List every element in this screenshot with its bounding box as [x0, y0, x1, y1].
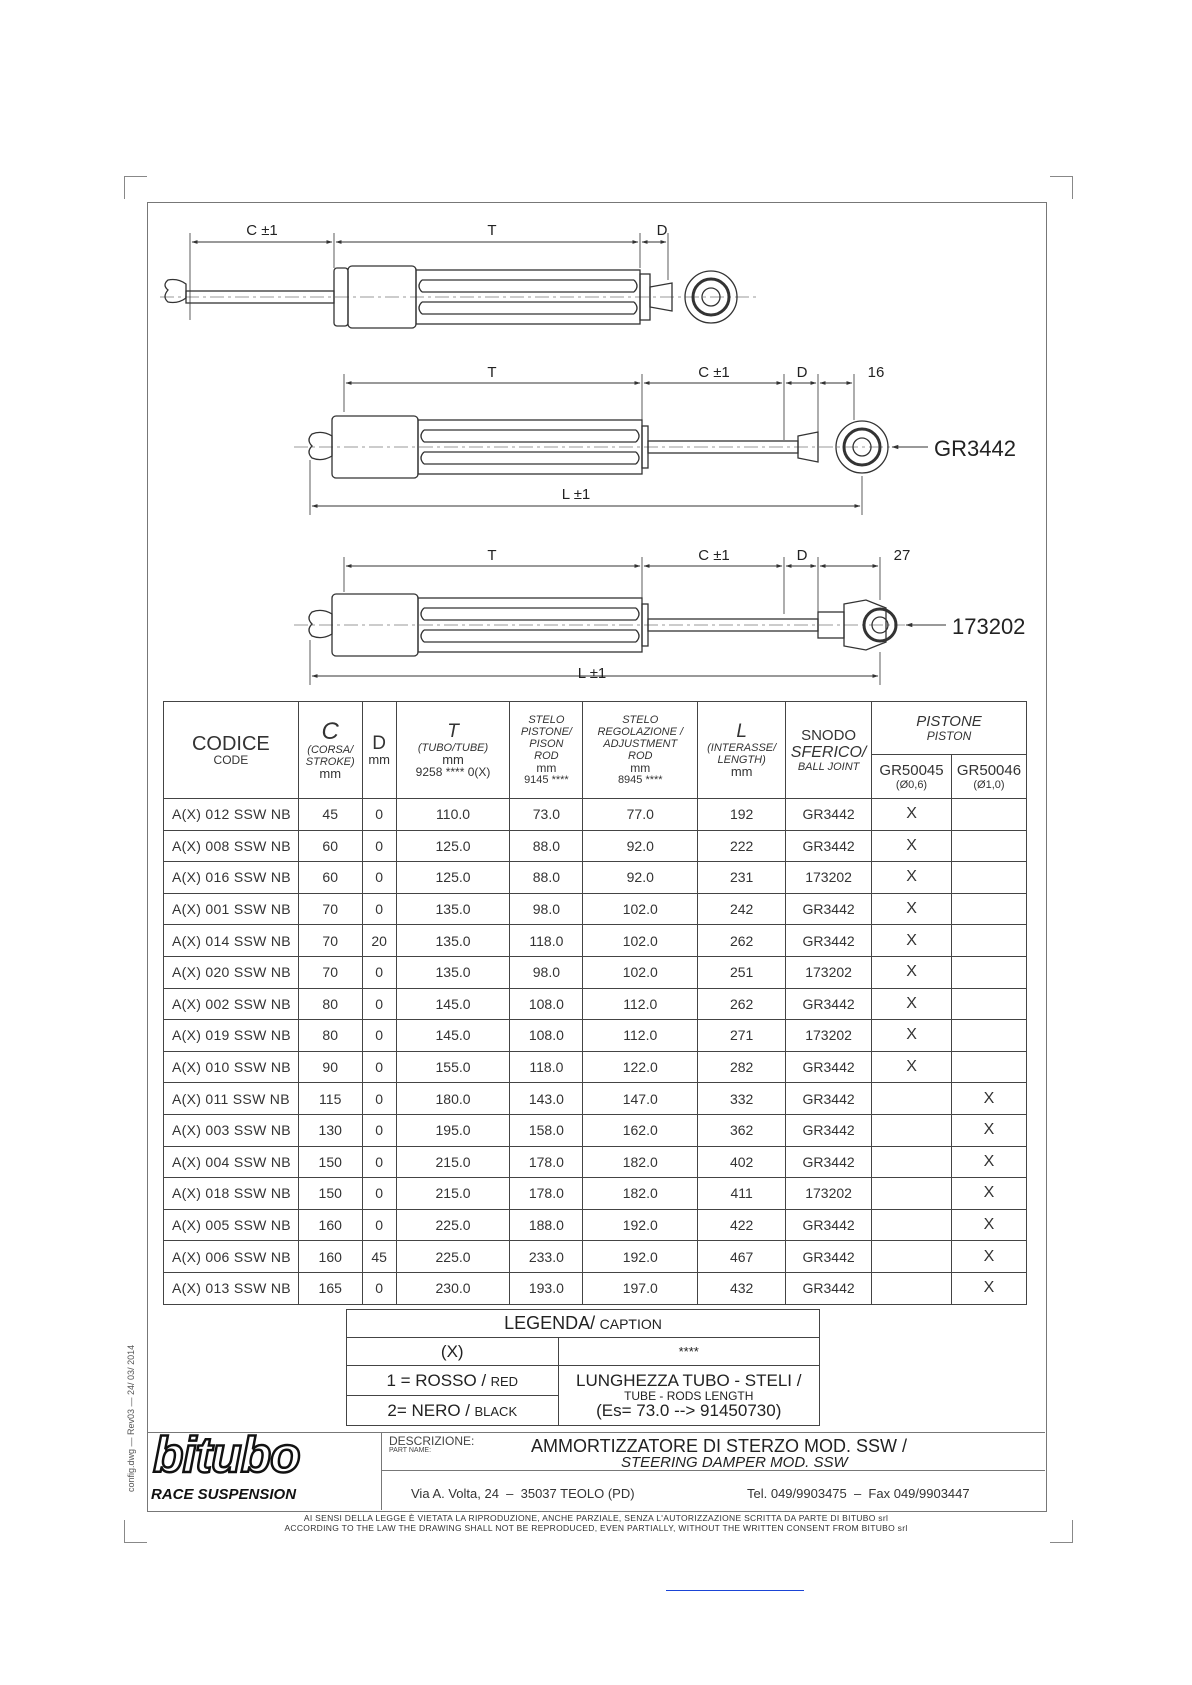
cell-code: A(X) 010 SSW NB: [164, 1051, 299, 1083]
cell-joint: GR3442: [786, 1146, 872, 1178]
cell-stelo: 88.0: [510, 862, 583, 894]
cell-p1: X: [872, 799, 952, 831]
cell-p2: X: [951, 1083, 1026, 1115]
cell-d: 20: [362, 925, 396, 957]
cell-l: 192: [698, 799, 786, 831]
cell-l: 467: [698, 1241, 786, 1273]
cell-reg: 77.0: [583, 799, 698, 831]
cell-p1: X: [872, 1020, 952, 1052]
title-block: [147, 1427, 1045, 1510]
cell-stelo: 158.0: [510, 1114, 583, 1146]
cell-c: 80: [298, 988, 362, 1020]
cell-joint: GR3442: [786, 925, 872, 957]
cell-t: 145.0: [396, 1020, 510, 1052]
cell-t: 180.0: [396, 1083, 510, 1115]
cell-joint: GR3442: [786, 1241, 872, 1273]
table-row: [164, 1178, 1027, 1210]
spec-table: [163, 701, 1027, 1305]
cell-c: 165: [298, 1272, 362, 1304]
cell-reg: 102.0: [583, 956, 698, 988]
cell-l: 231: [698, 862, 786, 894]
cell-c: 70: [298, 925, 362, 957]
cell-joint: 173202: [786, 862, 872, 894]
cell-stelo: 118.0: [510, 1051, 583, 1083]
cell-p2: X: [951, 1209, 1026, 1241]
middle-dim-c: C ±1: [698, 364, 730, 381]
damper-drawings: [0, 0, 1192, 700]
cell-d: 0: [362, 1083, 396, 1115]
legal-notice-english: ACCORDING TO THE LAW THE DRAWING SHALL NOT BE REPRODUCED, EVEN PARTIALLY, WITHOUT THE WRITTEN CONSENT FROM BITUBO srl: [284, 1523, 908, 1533]
cell-code: A(X) 020 SSW NB: [164, 956, 299, 988]
cell-joint: 173202: [786, 956, 872, 988]
table-row: [164, 988, 1027, 1020]
table-row: [164, 1020, 1027, 1052]
cell-reg: 192.0: [583, 1209, 698, 1241]
cell-reg: 182.0: [583, 1146, 698, 1178]
cell-l: 402: [698, 1146, 786, 1178]
cell-code: A(X) 011 SSW NB: [164, 1083, 299, 1115]
company-address: Via A. Volta, 24 – 35037 TEOLO (PD): [411, 1486, 635, 1501]
legend-stars-header: ****: [558, 1338, 820, 1366]
cell-code: A(X) 018 SSW NB: [164, 1178, 299, 1210]
cell-joint: GR3442: [786, 893, 872, 925]
cell-code: A(X) 016 SSW NB: [164, 862, 299, 894]
cell-p2: X: [951, 1114, 1026, 1146]
cell-p1: [872, 1146, 952, 1178]
table-row: [164, 1051, 1027, 1083]
cell-d: 0: [362, 1051, 396, 1083]
cell-t: 125.0: [396, 830, 510, 862]
cell-stelo: 98.0: [510, 893, 583, 925]
cell-c: 45: [298, 799, 362, 831]
legend-x-header: (X): [347, 1338, 559, 1366]
table-row: [164, 799, 1027, 831]
cell-stelo: 188.0: [510, 1209, 583, 1241]
cell-c: 150: [298, 1146, 362, 1178]
cell-p1: [872, 1209, 952, 1241]
cell-joint: GR3442: [786, 1209, 872, 1241]
cell-joint: GR3442: [786, 799, 872, 831]
cell-p2: X: [951, 1241, 1026, 1273]
bottom-part-number: 173202: [952, 614, 1026, 639]
damper-drawing-top: [160, 233, 760, 328]
cell-l: 271: [698, 1020, 786, 1052]
header-gr50045: GR50045 (Ø0,6): [872, 754, 952, 798]
cell-reg: 197.0: [583, 1272, 698, 1304]
middle-part-number: GR3442: [934, 436, 1016, 461]
cell-c: 130: [298, 1114, 362, 1146]
cell-c: 70: [298, 956, 362, 988]
cell-c: 160: [298, 1241, 362, 1273]
cell-code: A(X) 006 SSW NB: [164, 1241, 299, 1273]
cell-c: 60: [298, 830, 362, 862]
cell-p1: [872, 1241, 952, 1273]
cell-t: 155.0: [396, 1051, 510, 1083]
cell-code: A(X) 014 SSW NB: [164, 925, 299, 957]
cell-p1: X: [872, 988, 952, 1020]
cell-c: 70: [298, 893, 362, 925]
cell-l: 262: [698, 925, 786, 957]
cell-l: 362: [698, 1114, 786, 1146]
cell-reg: 102.0: [583, 925, 698, 957]
cell-c: 80: [298, 1020, 362, 1052]
header-length: L (INTERASSE/ LENGTH) mm: [698, 702, 786, 799]
middle-dim-t: T: [487, 364, 497, 381]
bottom-dim-d: D: [796, 547, 808, 564]
cell-t: 125.0: [396, 862, 510, 894]
cell-stelo: 108.0: [510, 988, 583, 1020]
header-code: CODICE CODE: [164, 702, 299, 799]
legend-black: 2= NERO / BLACK: [347, 1396, 559, 1426]
cell-l: 411: [698, 1178, 786, 1210]
bottom-dim-t: T: [487, 547, 497, 564]
cell-d: 0: [362, 956, 396, 988]
cell-p2: [951, 925, 1026, 957]
cell-code: A(X) 005 SSW NB: [164, 1209, 299, 1241]
cell-c: 160: [298, 1209, 362, 1241]
header-stroke: C (CORSA/ STROKE) mm: [298, 702, 362, 799]
middle-dim-d: D: [796, 364, 808, 381]
cell-code: A(X) 013 SSW NB: [164, 1272, 299, 1304]
cell-p1: X: [872, 925, 952, 957]
cell-l: 262: [698, 988, 786, 1020]
cell-code: A(X) 012 SSW NB: [164, 799, 299, 831]
top-dim-d: D: [656, 222, 668, 239]
header-piston-rod: STELO PISTONE/ PISON ROD mm 9145 ****: [510, 702, 583, 799]
cell-reg: 102.0: [583, 893, 698, 925]
cell-stelo: 178.0: [510, 1178, 583, 1210]
table-row: [164, 862, 1027, 894]
description-label: DESCRIZIONE:: [389, 1434, 475, 1448]
cell-t: 135.0: [396, 893, 510, 925]
cell-p2: [951, 862, 1026, 894]
cell-joint: GR3442: [786, 988, 872, 1020]
cell-joint: 173202: [786, 1178, 872, 1210]
cell-t: 195.0: [396, 1114, 510, 1146]
cell-d: 0: [362, 1178, 396, 1210]
cell-p2: [951, 799, 1026, 831]
table-row: [164, 1083, 1027, 1115]
cell-stelo: 98.0: [510, 956, 583, 988]
cell-reg: 92.0: [583, 862, 698, 894]
header-d: D mm: [362, 702, 396, 799]
cell-reg: 112.0: [583, 1020, 698, 1052]
cell-p1: X: [872, 830, 952, 862]
table-row: [164, 1209, 1027, 1241]
cell-d: 0: [362, 1114, 396, 1146]
cell-d: 0: [362, 1020, 396, 1052]
cell-l: 332: [698, 1083, 786, 1115]
cell-c: 90: [298, 1051, 362, 1083]
top-dim-t: T: [487, 222, 497, 239]
table-row: [164, 1272, 1027, 1304]
cell-l: 251: [698, 956, 786, 988]
cell-reg: 182.0: [583, 1178, 698, 1210]
cell-stelo: 143.0: [510, 1083, 583, 1115]
cell-reg: 112.0: [583, 988, 698, 1020]
cell-p1: [872, 1272, 952, 1304]
brand-logo: bitubo: [153, 1427, 300, 1483]
cell-stelo: 73.0: [510, 799, 583, 831]
table-row: [164, 1241, 1027, 1273]
header-gr50046: GR50046 (Ø1,0): [951, 754, 1026, 798]
cell-d: 0: [362, 1209, 396, 1241]
legend-table: [346, 1309, 820, 1426]
header-ball-joint: SNODO SFERICO/ BALL JOINT: [786, 702, 872, 799]
legal-notice-italian: AI SENSI DELLA LEGGE È VIETATA LA RIPRODUZIONE, ANCHE PARZIALE, SENZA L'AUTORIZZAZIONE SCRITTA DA PARTE DI BITUBO srl: [303, 1513, 889, 1523]
cell-d: 0: [362, 1146, 396, 1178]
cell-joint: GR3442: [786, 830, 872, 862]
legend-length: LUNGHEZZA TUBO - STELI / TUBE - RODS LENGTH (Es= 73.0 --> 91450730): [558, 1366, 820, 1426]
cell-joint: GR3442: [786, 1083, 872, 1115]
cell-t: 145.0: [396, 988, 510, 1020]
cell-p2: [951, 988, 1026, 1020]
cell-t: 230.0: [396, 1272, 510, 1304]
legend-title: LEGENDA/ CAPTION: [347, 1310, 820, 1338]
cell-c: 150: [298, 1178, 362, 1210]
header-adjustment-rod: STELO REGOLAZIONE / ADJUSTMENT ROD mm 8945 ****: [583, 702, 698, 799]
cell-stelo: 118.0: [510, 925, 583, 957]
table-row: [164, 893, 1027, 925]
cell-d: 0: [362, 799, 396, 831]
bottom-dim-l: L ±1: [577, 665, 607, 682]
legend-red: 1 = ROSSO / RED: [347, 1366, 559, 1396]
cell-p2: X: [951, 1272, 1026, 1304]
cell-l: 422: [698, 1209, 786, 1241]
table-row: [164, 1114, 1027, 1146]
cell-l: 242: [698, 893, 786, 925]
cell-stelo: 233.0: [510, 1241, 583, 1273]
cell-d: 0: [362, 830, 396, 862]
cell-stelo: 193.0: [510, 1272, 583, 1304]
description-italian: AMMORTIZZATORE DI STERZO MOD. SSW /: [531, 1436, 908, 1456]
cell-t: 135.0: [396, 956, 510, 988]
cell-code: A(X) 002 SSW NB: [164, 988, 299, 1020]
cell-l: 432: [698, 1272, 786, 1304]
description-english: STEERING DAMPER MOD. SSW: [621, 1454, 848, 1471]
cell-d: 0: [362, 1272, 396, 1304]
cell-code: A(X) 004 SSW NB: [164, 1146, 299, 1178]
cell-p1: X: [872, 862, 952, 894]
cell-p2: [951, 893, 1026, 925]
cell-reg: 147.0: [583, 1083, 698, 1115]
cell-p1: [872, 1178, 952, 1210]
link-underline[interactable]: [666, 1590, 804, 1591]
cell-joint: GR3442: [786, 1272, 872, 1304]
table-row: [164, 1146, 1027, 1178]
cell-t: 110.0: [396, 799, 510, 831]
middle-dim-extra: 16: [867, 364, 885, 381]
cell-p1: [872, 1083, 952, 1115]
cell-p2: [951, 830, 1026, 862]
cell-reg: 192.0: [583, 1241, 698, 1273]
cell-reg: 122.0: [583, 1051, 698, 1083]
cell-l: 222: [698, 830, 786, 862]
cell-t: 215.0: [396, 1178, 510, 1210]
brand-tagline: RACE SUSPENSION: [151, 1486, 297, 1503]
cell-p2: [951, 1051, 1026, 1083]
cell-p1: X: [872, 893, 952, 925]
cell-p2: [951, 956, 1026, 988]
cell-l: 282: [698, 1051, 786, 1083]
cell-t: 215.0: [396, 1146, 510, 1178]
cell-p1: [872, 1114, 952, 1146]
cell-p1: X: [872, 1051, 952, 1083]
cell-d: 0: [362, 862, 396, 894]
revision-side-note: config.dwg — Rev03 — 24/ 03/ 2014: [126, 1344, 136, 1492]
cell-reg: 162.0: [583, 1114, 698, 1146]
cell-joint: GR3442: [786, 1114, 872, 1146]
company-phone: Tel. 049/9903475 – Fax 049/9903447: [747, 1486, 970, 1501]
cell-p2: X: [951, 1146, 1026, 1178]
cell-stelo: 178.0: [510, 1146, 583, 1178]
cell-d: 45: [362, 1241, 396, 1273]
cell-code: A(X) 001 SSW NB: [164, 893, 299, 925]
damper-drawing-bottom: [294, 557, 946, 685]
cell-d: 0: [362, 988, 396, 1020]
bottom-dim-c: C ±1: [698, 547, 730, 564]
cell-stelo: 108.0: [510, 1020, 583, 1052]
cell-p2: X: [951, 1178, 1026, 1210]
cell-code: A(X) 019 SSW NB: [164, 1020, 299, 1052]
table-row: [164, 956, 1027, 988]
bottom-dim-extra: 27: [893, 547, 911, 564]
cell-stelo: 88.0: [510, 830, 583, 862]
cell-d: 0: [362, 893, 396, 925]
middle-dim-l: L ±1: [561, 486, 591, 503]
cell-c: 115: [298, 1083, 362, 1115]
cell-c: 60: [298, 862, 362, 894]
damper-drawing-middle: [294, 374, 928, 515]
table-row: [164, 925, 1027, 957]
cell-code: A(X) 003 SSW NB: [164, 1114, 299, 1146]
header-tube: T (TUBO/TUBE) mm 9258 **** 0(X): [396, 702, 510, 799]
table-row: [164, 830, 1027, 862]
cell-joint: 173202: [786, 1020, 872, 1052]
cell-p1: X: [872, 956, 952, 988]
cell-t: 135.0: [396, 925, 510, 957]
top-dim-c: C ±1: [246, 222, 278, 239]
cell-reg: 92.0: [583, 830, 698, 862]
cell-code: A(X) 008 SSW NB: [164, 830, 299, 862]
cell-joint: GR3442: [786, 1051, 872, 1083]
cell-t: 225.0: [396, 1241, 510, 1273]
description-label-sub: PART NAME:: [389, 1447, 432, 1454]
cell-t: 225.0: [396, 1209, 510, 1241]
header-piston: PISTONE PISTON: [872, 702, 1027, 755]
cell-p2: [951, 1020, 1026, 1052]
